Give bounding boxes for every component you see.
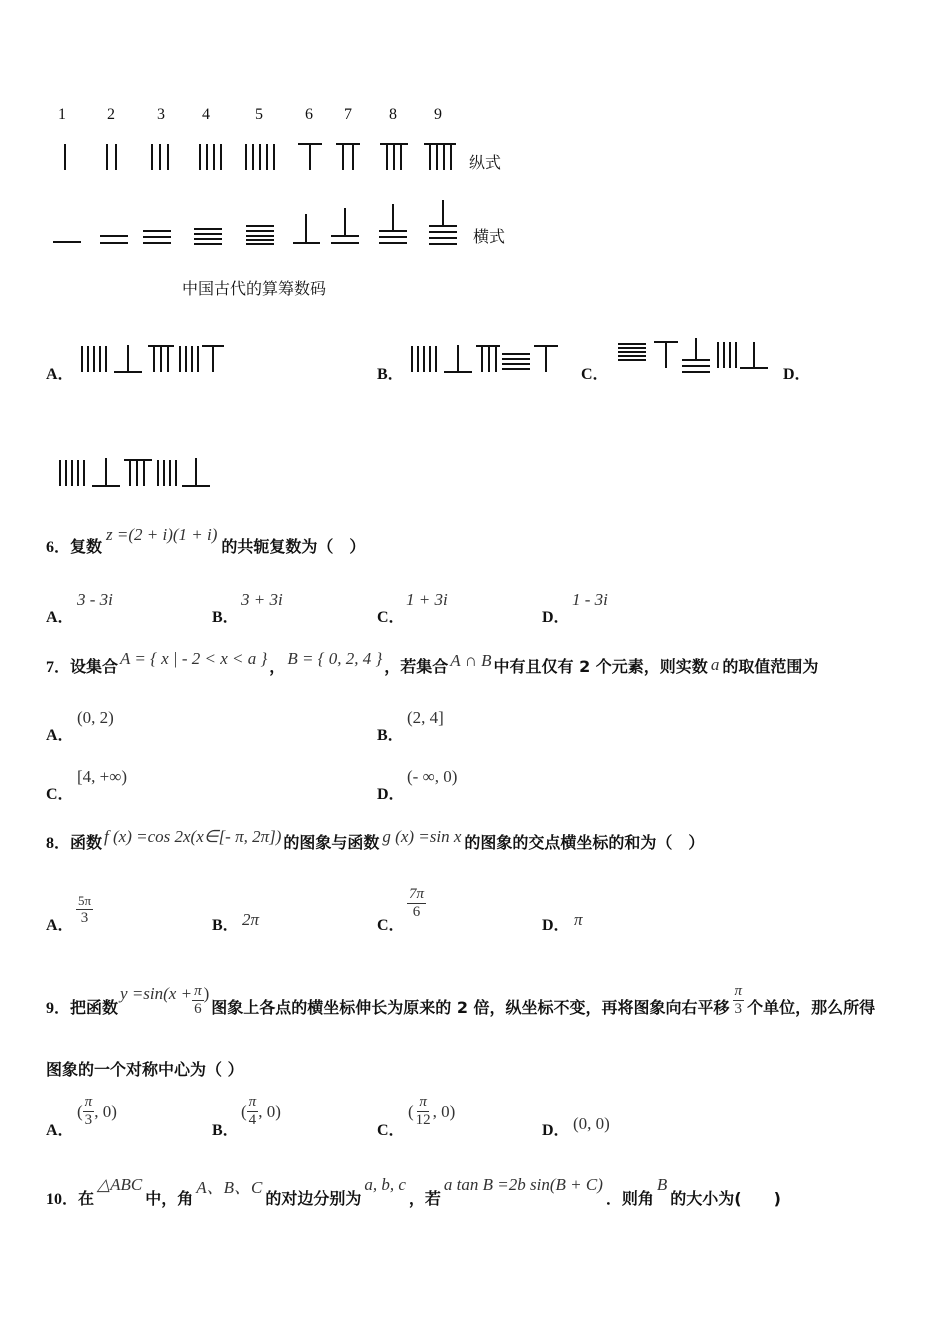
q9-option-a-value: ( $\frac{\pi}{3}$ , 0) — [77, 1094, 117, 1128]
q9-text-after: 个单位，那么所得 — [747, 997, 876, 1017]
q5-option-b-label: B． — [377, 366, 404, 383]
q9-option-d-value: (0, 0) — [573, 1114, 610, 1133]
q9-line2: 图象的一个对称中心为（ ） — [46, 1060, 244, 1079]
q10-sides: a, b, c — [364, 1175, 406, 1194]
q7-option-b-value: (2, 4] — [407, 708, 444, 727]
q9-function-denominator: 6 — [194, 1000, 202, 1017]
q6-option-b-value: 3 + 3i — [241, 590, 283, 609]
digit-2: 2 — [107, 106, 115, 123]
q8-option-c-numerator: 7π — [409, 886, 425, 902]
digit-3: 3 — [157, 106, 165, 123]
q8-text-mid: 的图象与函数 — [283, 832, 380, 852]
q7-option-c-label: C． — [46, 786, 74, 803]
q8-option-c-label: C． — [377, 917, 405, 934]
q10-angle: B — [656, 1175, 668, 1194]
q5-option-d-label: D． — [783, 366, 811, 383]
q6-text-before: 复数 — [70, 536, 103, 556]
q7-number: 7． — [46, 658, 71, 676]
q8-option-c-denominator: 6 — [412, 904, 421, 920]
q9-option-a-numerator: π — [84, 1094, 93, 1110]
q7-text-before: 设集合 — [70, 656, 119, 676]
q9-option-c-value: ( $\frac{\pi}{12}$ , 0) — [408, 1094, 456, 1128]
q10-number: 10． — [46, 1190, 79, 1208]
q8-text-after: 的图象的交点横坐标的和为（ ） — [464, 832, 705, 852]
figure-caption: 中国古代的算筹数码 — [182, 279, 327, 298]
q5-option-b-rods — [406, 340, 566, 380]
digit-5: 5 — [255, 106, 263, 123]
vertical-rod-numerals — [0, 0, 520, 260]
q8-option-a-fraction — [76, 892, 93, 927]
q7-intersection: A ∩ B — [450, 651, 492, 670]
q9-option-b-numerator: π — [248, 1094, 257, 1110]
q9-function-numerator: π — [194, 982, 202, 999]
q9-option-c-denominator: 12 — [415, 1112, 431, 1128]
q9-option-c-numerator: π — [419, 1094, 427, 1110]
q10-text-d: ．则角 — [605, 1188, 654, 1208]
q9-text-before: 把函数 — [70, 997, 119, 1017]
q8-option-b-value: 2π — [242, 910, 260, 929]
digit-1: 1 — [58, 106, 66, 123]
digit-7: 7 — [344, 106, 352, 123]
q8-number: 8． — [46, 834, 71, 852]
q8-option-b-label: B． — [212, 917, 239, 934]
q9-option-d-label: D． — [542, 1122, 570, 1139]
q10-text-b: 的对边分别为 — [265, 1188, 362, 1208]
q10-text-e: 的大小为( ) — [670, 1188, 781, 1208]
q9-option-c-label: C． — [377, 1122, 405, 1139]
q7-set-a: A = { x | - 2 < x < a } — [120, 649, 268, 668]
q7-option-d-value: (- ∞, 0) — [407, 767, 458, 786]
q5-option-c-rods — [612, 334, 776, 380]
q6-option-b-label: B． — [212, 609, 239, 626]
q8-option-a-numerator: 5π — [78, 893, 92, 908]
q6-number: 6． — [46, 538, 71, 556]
q7-comma: ， — [269, 656, 286, 676]
q5-option-c-label: C． — [581, 366, 609, 383]
q9-option-b-value: ( $\frac{\pi}{4}$ , 0) — [241, 1094, 281, 1128]
q7-option-a-value: (0, 2) — [77, 708, 114, 727]
q6-option-a-value: 3 - 3i — [77, 590, 113, 609]
q7-text-mid: ，若集合 — [384, 656, 449, 676]
q9-function-right: ) — [203, 984, 210, 1003]
q6-option-c-label: C． — [377, 609, 405, 626]
q7-text-after: 的取值范围为 — [722, 656, 819, 676]
q5-option-a-rods — [76, 340, 236, 380]
q5-option-d-rods — [54, 452, 224, 496]
q9-shift-fraction — [733, 983, 745, 1018]
q9-function-fraction — [192, 983, 204, 1018]
q9-option-b-denominator: 4 — [248, 1112, 257, 1128]
q8-option-d-label: D． — [542, 917, 570, 934]
q9-text-mid: 图象上各点的横坐标伸长为原来的 2 倍，纵坐标不变，再将图象向右平移 — [211, 997, 730, 1017]
q7-option-a-label: A． — [46, 727, 74, 744]
q7-option-d-label: D． — [377, 786, 405, 803]
q9-function — [120, 983, 209, 1018]
q10-equation: a tan B =2b sin(B + C) — [443, 1175, 603, 1194]
q10-angles: A、B、C — [196, 1177, 263, 1197]
q7-text-mid2: 中有且仅有 2 个元素，则实数 — [493, 656, 708, 676]
q9-option-a-label: A． — [46, 1122, 74, 1139]
q10-text-c: ，若 — [408, 1188, 441, 1208]
q10-triangle: △ABC — [97, 1175, 143, 1194]
q6-option-d-label: D． — [542, 609, 570, 626]
q8-option-a-label: A． — [46, 917, 74, 934]
q6-text-after: 的共轭复数为（ ） — [221, 536, 366, 556]
q7-option-c-value: [4, +∞) — [77, 767, 128, 786]
digit-6: 6 — [305, 106, 313, 123]
q10-text-a: 中，角 — [145, 1188, 194, 1208]
q8-option-c-fraction — [407, 886, 426, 921]
q8-text-before: 函数 — [70, 832, 103, 852]
q9-option-b-label: B． — [212, 1122, 239, 1139]
digit-8: 8 — [389, 106, 397, 123]
q6-option-d-value: 1 - 3i — [572, 590, 608, 609]
q7-variable: a — [710, 655, 720, 674]
digit-9: 9 — [434, 106, 442, 123]
vertical-style-label: 纵式 — [469, 153, 502, 172]
q9-number: 9． — [46, 999, 71, 1017]
q9-function-left: y =sin(x + — [120, 984, 193, 1003]
q9-option-a-denominator: 3 — [84, 1112, 93, 1128]
q9-shift-denominator: 3 — [734, 1000, 743, 1017]
q6-expression: z =(2 + i)(1 + i) — [106, 525, 218, 544]
q7-set-b: B = { 0, 2, 4 } — [287, 649, 383, 668]
q8-option-a-denominator: 3 — [80, 910, 89, 926]
q8-f-expression: f (x) =cos 2x(x∈[- π, 2π]) — [104, 827, 282, 846]
q5-option-a-label: A． — [46, 366, 74, 383]
q9-shift-numerator: π — [734, 982, 743, 999]
q6-option-a-label: A． — [46, 609, 74, 626]
q6-option-c-value: 1 + 3i — [406, 590, 448, 609]
q8-g-expression: g (x) =sin x — [382, 827, 462, 846]
digit-4: 4 — [202, 106, 210, 123]
q7-option-b-label: B． — [377, 727, 404, 744]
q8-option-d-value: π — [574, 910, 583, 929]
q10-text-before: 在 — [78, 1188, 95, 1208]
horizontal-style-label: 横式 — [473, 227, 506, 246]
